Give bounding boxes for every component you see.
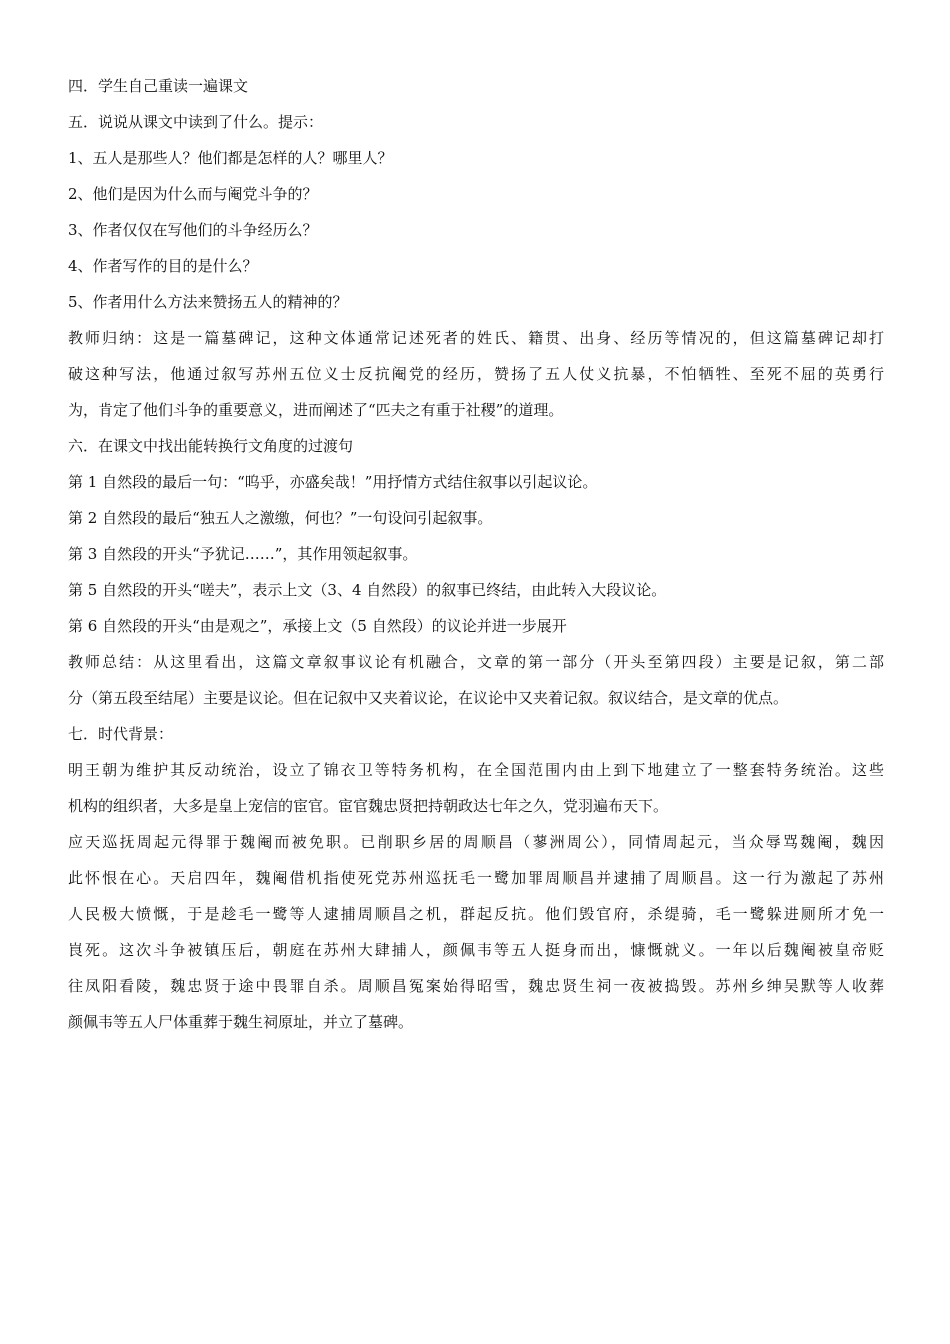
- paragraph-line: 为，肯定了他们斗争的重要意义，进而阐述了“匹夫之有重于社稷”的道理。: [68, 401, 564, 419]
- paragraph-line: 机构的组织者，大多是皇上宠信的宦官。宦官魏忠贤把持朝政达七年之久，党羽遍布天下。: [68, 797, 669, 815]
- paragraph-line: 破这种写法，他通过叙写苏州五位义士反抗阉党的经历，赞扬了五人仗义抗暴，不怕牺牲、至死不屈的英勇行: [68, 365, 884, 383]
- paragraph-line: 分（第五段至结尾）主要是议论。但在记叙中又夹着议论，在议论中又夹着记叙。叙议结合，是文章的优点。: [68, 689, 789, 707]
- prompt-item-2: 2、他们是因为什么而与阉党斗争的？: [68, 185, 318, 203]
- prompt-item-1: 1、五人是那些人？他们都是怎样的人？哪里人？: [68, 149, 393, 167]
- background-paragraph-1: [68, 752, 884, 824]
- paragraph-line: 峎死。这次斗争被镇压后，朝庭在苏州大肆捕人，颜佩韦等五人挺身而出，慷慨就义。一年以后魏阉被皇帝贬: [68, 941, 884, 959]
- transition-paragraph-5: 第 5 自然段的开头“嗟夫”，表示上文（3、4 自然段）的叙事已终结，由此转入大段议论。: [68, 581, 667, 599]
- prompt-item-4: 4、作者写作的目的是什么？: [68, 257, 258, 275]
- paragraph-line: 往凤阳看陵，魏忠贤于途中畏罪自杀。周顺昌冤案始得昭雪，魏忠贤生祠一夜被捣毁。苏州乡绅吴默等人收葬: [68, 977, 884, 995]
- paragraph-line: 人民极大愤慨，于是趁毛一鹭等人逮捕周顺昌之机，群起反抗。他们毁官府，杀缇骑，毛一鹭躲进厕所才免一: [68, 905, 884, 923]
- teacher-conclusion-paragraph: [68, 644, 884, 716]
- transition-paragraph-6: 第 6 自然段的开头“由是观之”，承接上文（5 自然段）的议论并进一步展开: [68, 617, 567, 635]
- transition-paragraph-1: 第 1 自然段的最后一句：“呜乎，亦盛矣哉！”用抒情方式结住叙事以引起议论。: [68, 473, 598, 491]
- paragraph-line: 颜佩韦等五人尸体重葬于魏生祠原址，并立了墓碑。: [68, 1013, 414, 1031]
- transition-paragraph-3: 第 3 自然段的开头“予犹记……”，其作用领起叙事。: [68, 545, 418, 563]
- prompt-item-3: 3、作者仅仅在写他们的斗争经历么？: [68, 221, 318, 239]
- paragraph-line: 应天巡抚周起元得罪于魏阉而被免职。已削职乡居的周顺昌（蓼洲周公），同情周起元，当众辱骂魏阉，魏因: [68, 833, 884, 851]
- heading-section-5: 五．说说从课文中读到了什么。提示：: [68, 113, 324, 131]
- transition-paragraph-2: 第 2 自然段的最后“独五人之激缴，何也？”一句设问引起叙事。: [68, 509, 493, 527]
- heading-section-7: 七．时代背景：: [68, 725, 174, 743]
- heading-section-4: 四．学生自己重读一遍课文: [68, 77, 249, 95]
- teacher-summary-paragraph: [68, 320, 884, 428]
- paragraph-line: 此怀恨在心。天启四年，魏阉借机指使死党苏州巡抚毛一鹭加罪周顺昌并逮捕了周顺昌。这一行为激起了苏州: [68, 869, 884, 887]
- paragraph-line: 教师总结：从这里看出，这篇文章叙事议论有机融合，文章的第一部分（开头至第四段）主要是记叙，第二部: [68, 653, 884, 671]
- prompt-item-5: 5、作者用什么方法来赞扬五人的精神的？: [68, 293, 348, 311]
- paragraph-line: 明王朝为维护其反动统治，设立了锦衣卫等特务机构，在全国范围内由上到下地建立了一整套特务统治。这些: [68, 761, 884, 779]
- paragraph-line: 教师归纳：这是一篇墓碑记，这种文体通常记述死者的姓氏、籍贯、出身、经历等情况的，但这篇墓碑记却打: [68, 329, 884, 347]
- heading-section-6: 六．在课文中找出能转换行文角度的过渡句: [68, 437, 354, 455]
- document-body: [68, 74, 884, 1046]
- background-paragraph-2: [68, 824, 884, 1040]
